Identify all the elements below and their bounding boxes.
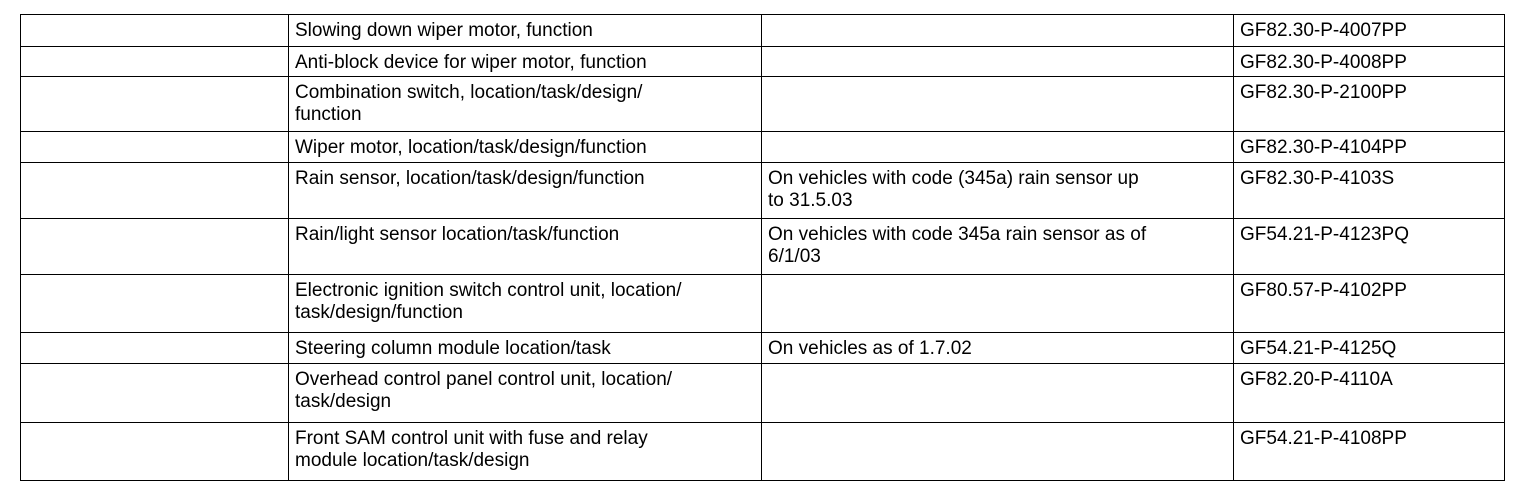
document-number-cell: GF82.30-P-4103S	[1234, 163, 1505, 219]
reference-table	[20, 14, 1505, 481]
note-cell: On vehicles with code 345a rain sensor as of 6/1/03	[762, 219, 1234, 275]
table-row	[21, 15, 1505, 47]
note-cell	[762, 364, 1234, 423]
document-number-cell: GF54.21-P-4108PP	[1234, 423, 1505, 481]
table-row	[21, 77, 1505, 132]
note-cell	[762, 77, 1234, 132]
document-number-cell: GF80.57-P-4102PP	[1234, 275, 1505, 333]
table-row	[21, 275, 1505, 333]
table-row	[21, 163, 1505, 219]
description-cell: Slowing down wiper motor, function	[289, 15, 762, 47]
empty-cell	[21, 364, 289, 423]
table-row	[21, 47, 1505, 77]
empty-cell	[21, 15, 289, 47]
note-cell	[762, 423, 1234, 481]
table-row	[21, 219, 1505, 275]
document-number-cell: GF82.30-P-2100PP	[1234, 77, 1505, 132]
description-cell: Combination switch, location/task/design/ function	[289, 77, 762, 132]
table-row	[21, 423, 1505, 481]
description-cell: Steering column module location/task	[289, 333, 762, 364]
note-cell	[762, 15, 1234, 47]
description-cell: Wiper motor, location/task/design/function	[289, 132, 762, 163]
table-row	[21, 132, 1505, 163]
document-number-cell: GF82.20-P-4110A	[1234, 364, 1505, 423]
document-number-cell: GF54.21-P-4123PQ	[1234, 219, 1505, 275]
description-cell: Anti-block device for wiper motor, function	[289, 47, 762, 77]
description-cell: Electronic ignition switch control unit, location/ task/design/function	[289, 275, 762, 333]
empty-cell	[21, 333, 289, 364]
description-cell: Front SAM control unit with fuse and relay module location/task/design	[289, 423, 762, 481]
document-number-cell: GF54.21-P-4125Q	[1234, 333, 1505, 364]
table-row	[21, 364, 1505, 423]
description-cell: Rain/light sensor location/task/function	[289, 219, 762, 275]
document-number-cell: GF82.30-P-4104PP	[1234, 132, 1505, 163]
note-cell: On vehicles as of 1.7.02	[762, 333, 1234, 364]
note-cell: On vehicles with code (345a) rain sensor up to 31.5.03	[762, 163, 1234, 219]
empty-cell	[21, 275, 289, 333]
document-number-cell: GF82.30-P-4008PP	[1234, 47, 1505, 77]
empty-cell	[21, 219, 289, 275]
empty-cell	[21, 77, 289, 132]
note-cell	[762, 275, 1234, 333]
empty-cell	[21, 163, 289, 219]
table-row	[21, 333, 1505, 364]
document-number-cell: GF82.30-P-4007PP	[1234, 15, 1505, 47]
empty-cell	[21, 47, 289, 77]
description-cell: Rain sensor, location/task/design/function	[289, 163, 762, 219]
note-cell	[762, 132, 1234, 163]
empty-cell	[21, 132, 289, 163]
note-cell	[762, 47, 1234, 77]
empty-cell	[21, 423, 289, 481]
description-cell: Overhead control panel control unit, location/ task/design	[289, 364, 762, 423]
